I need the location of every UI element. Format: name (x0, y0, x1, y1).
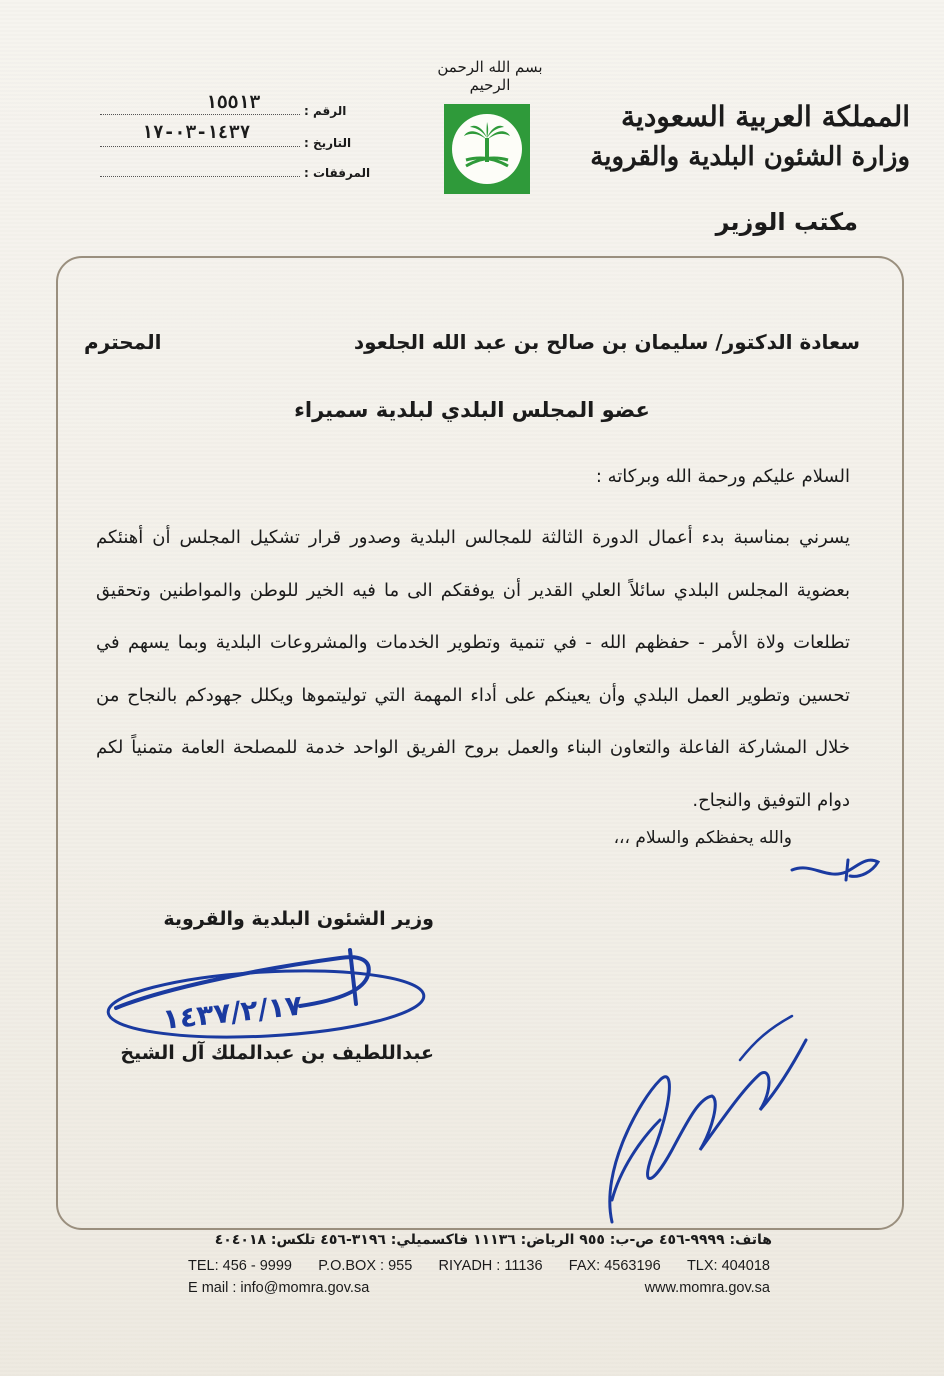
office-title: مكتب الوزير (715, 208, 858, 236)
minister-title: وزير الشئون البلدية والقروية (163, 908, 434, 930)
footer-riyadh: RIYADH : 11136 (438, 1258, 543, 1274)
date-line (100, 146, 300, 147)
footer-pobox: P.O.BOX : 955 (318, 1258, 413, 1274)
date-label: التاريخ : (304, 136, 352, 150)
footer-fax: FAX: 4563196 (568, 1258, 661, 1274)
footer-email[interactable]: E mail : info@momra.gov.sa (188, 1280, 370, 1296)
number-value: ١٥٥١٣ (206, 92, 261, 113)
number-label: الرقم : (304, 104, 347, 118)
letter-body: يسرني بمناسبة بدء أعمال الدورة الثالثة للمجالس البلدية وصدور قرار تشكيل المجلس أن أهنئكم بعضوية المجلس البلدي سائلاً العلي القدير أن يوفقكم الى ما فيه الخير للوطن والمواطنين وتحقيق تطلعات ولاة الأمر - حفظهم الله - في تنمية وتطوير الخدمات والمشروعات البلدية وبما يسهم في تحسين وتطوير العمل البلدي وأن يعينكم على أداء المهمة التي توليتموها ويكلل جهودكم بالنجاح من خلال المشاركة الفاعلة والتعاون البناء والعمل بروح الفريق الواحد خدمة للمصلحة العامة متمنياً لكم دوام التوفيق والنجاح. (96, 527, 850, 811)
ministry-title: وزارة الشئون البلدية والقروية (590, 142, 910, 172)
number-line (100, 114, 300, 115)
closing-line: والله يحفظكم والسلام ،،، (613, 828, 792, 848)
footer-arabic-contacts: هاتف: ٩٩٩٩-٤٥٦ ص-ب: ٩٥٥ الرياض: ١١١٣٦ فاكسميلي: ٣١٩٦-٤٥٦ تلكس: ٤٠٤٠١٨ (214, 1232, 772, 1248)
greeting: السلام عليكم ورحمة الله وبركاته : (595, 466, 850, 487)
footer-tlx: TLX: 404018 (686, 1258, 770, 1274)
kingdom-title: المملكة العربية السعودية (621, 100, 910, 133)
recipient-line: سعادة الدكتور/ سليمان بن صالح بن عبد الله الجلعود (353, 330, 860, 354)
attachments-line (100, 176, 300, 177)
date-value: ١٤٣٧-٠٣-١٧ (142, 122, 251, 143)
basmala: بسم الله الرحمن الرحيم (437, 58, 543, 94)
saudi-emblem-icon (452, 114, 522, 184)
honorific: المحترم (84, 330, 162, 354)
footer-contacts-row (188, 1258, 770, 1274)
member-line: عضو المجلس البلدي لبلدية سميراء (294, 398, 650, 422)
footer-tel: TEL: 456 - 9999 (188, 1258, 292, 1274)
ministry-logo (444, 104, 530, 194)
minister-name: عبداللطيف بن عبدالملك آل الشيخ (120, 1042, 434, 1064)
attachments-label: المرفقات : (304, 166, 371, 180)
footer-website[interactable]: www.momra.gov.sa (644, 1280, 770, 1296)
signature-date: ١٤٣٧/٢/١٧ (160, 988, 304, 1037)
